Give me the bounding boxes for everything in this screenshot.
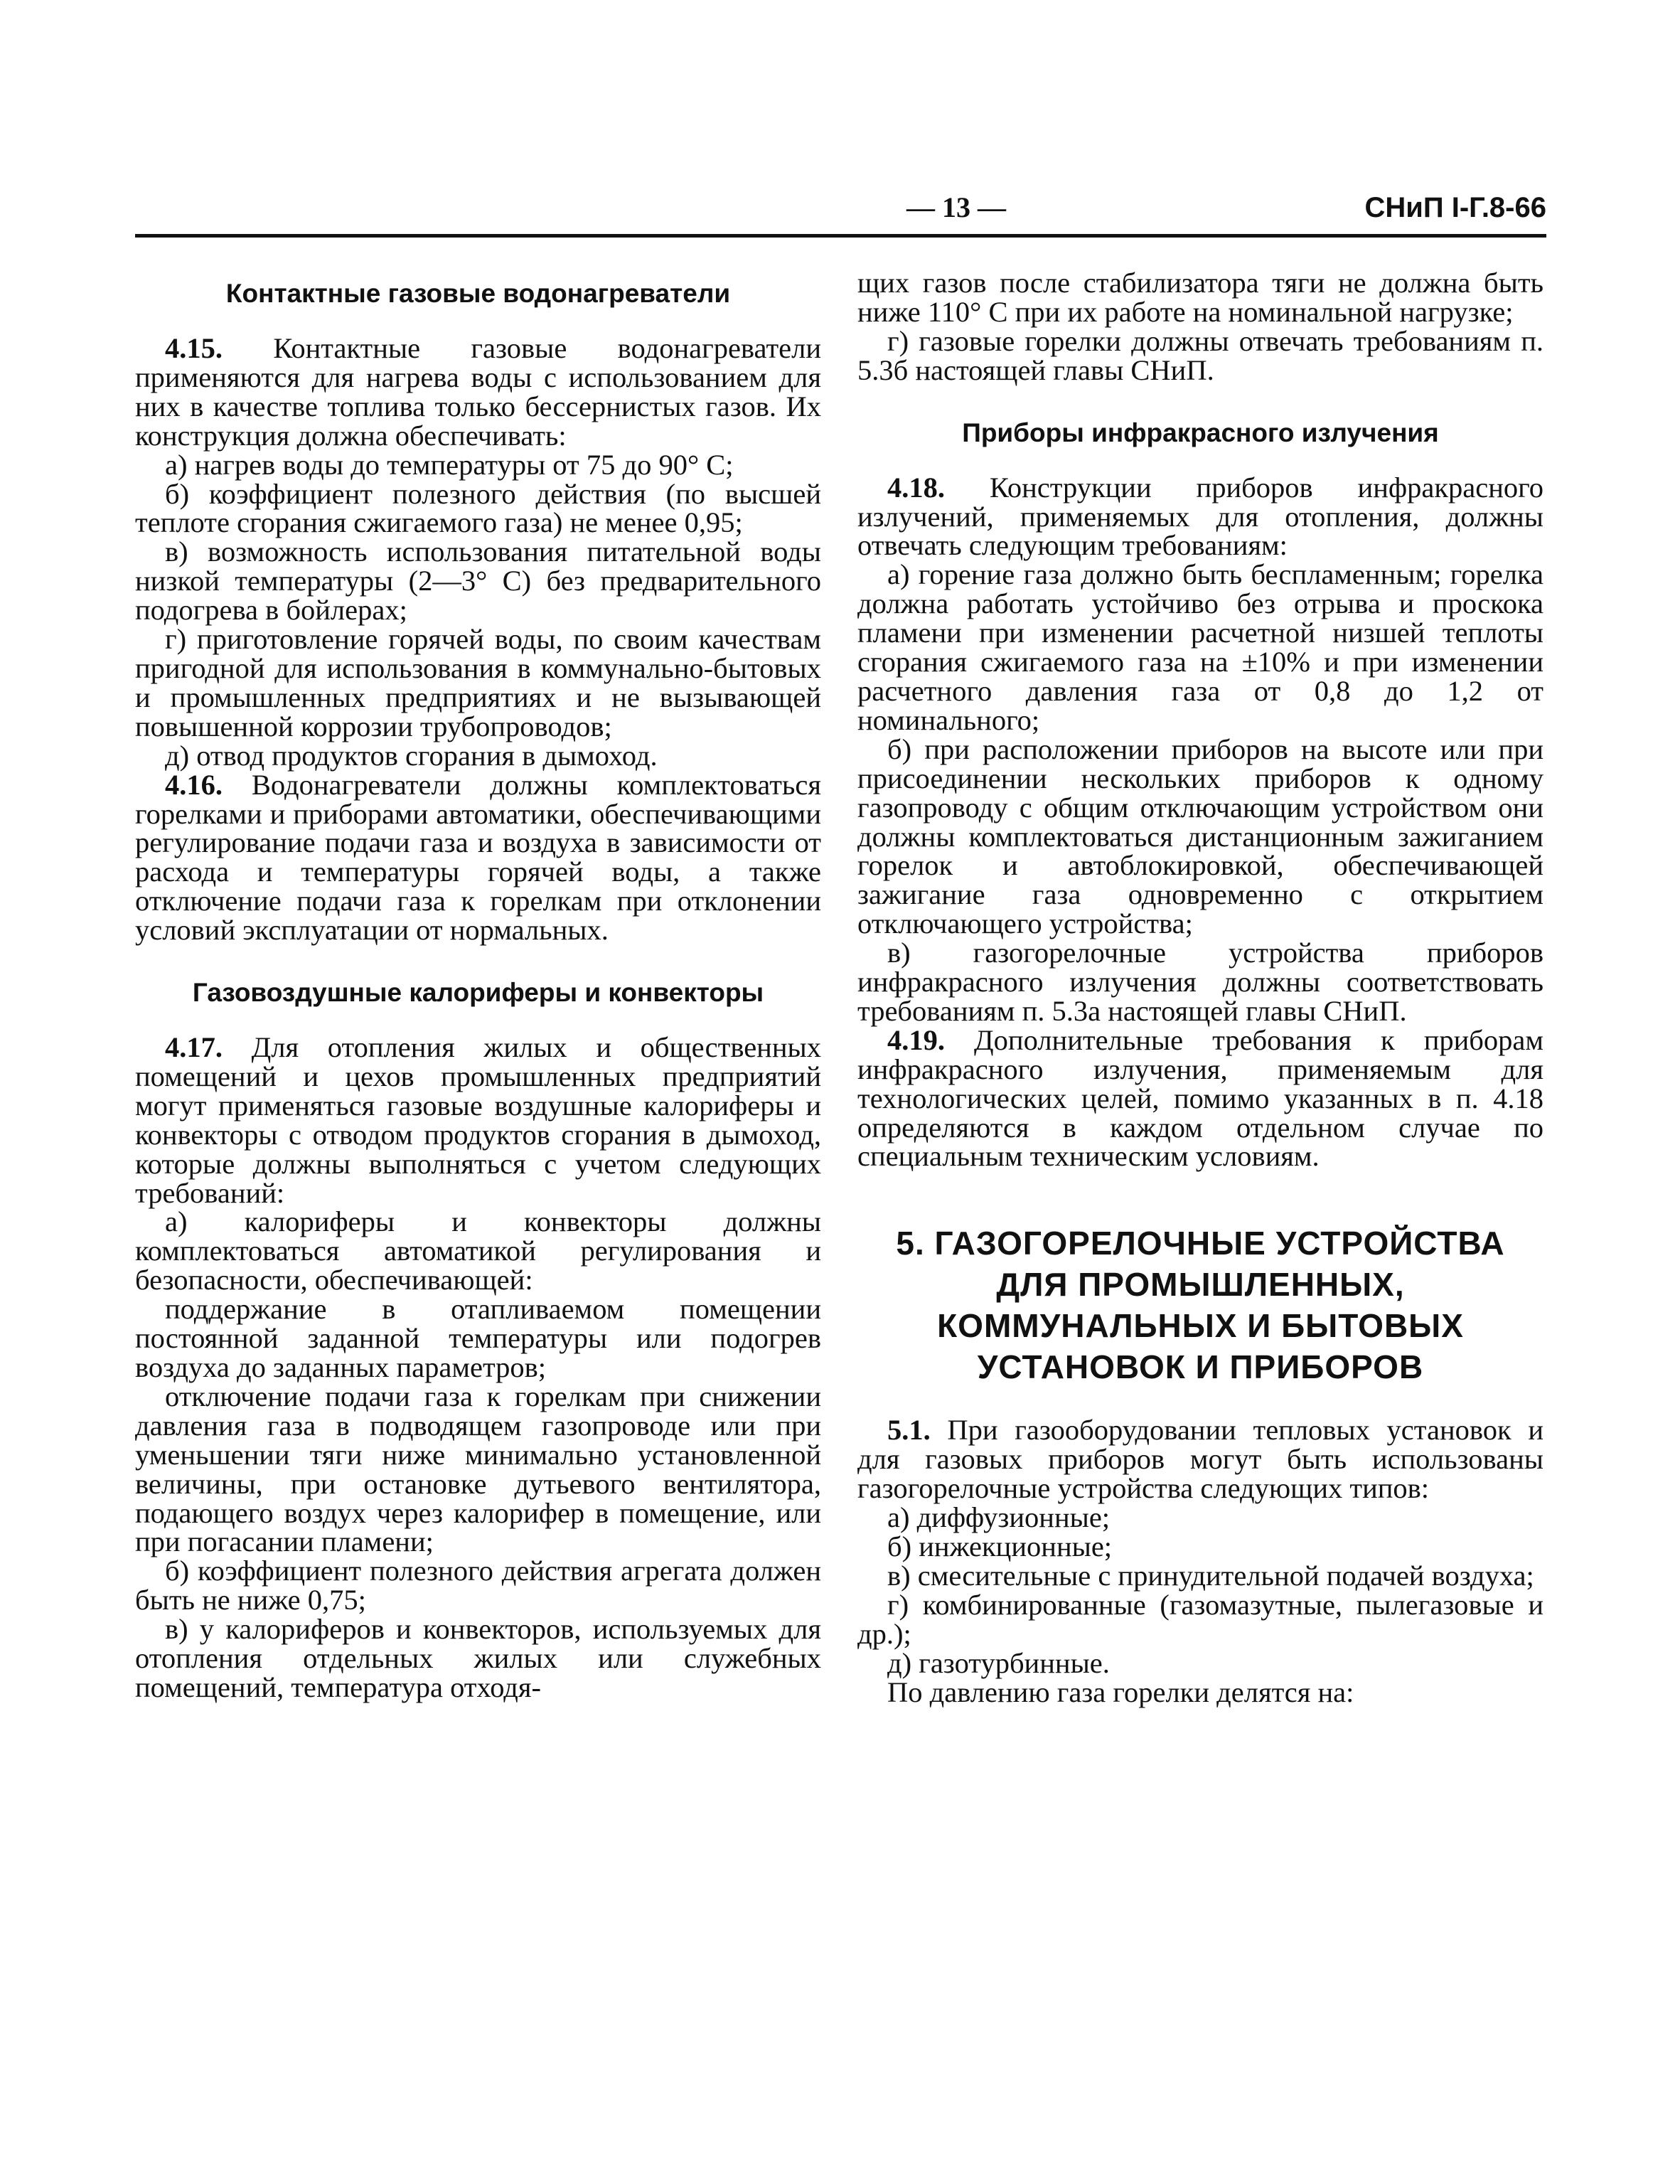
section-heading-air-heaters: Газовоздушные калориферы и конвекторы bbox=[192, 978, 764, 1008]
header-rule bbox=[135, 234, 1546, 238]
paragraph-4-18 bbox=[857, 471, 1543, 562]
list-item-b: б) коэффициент полезного действия (по высшей теплоте сгорания сжигаемого газа) не менее 0,95; bbox=[135, 477, 821, 539]
list-item-g: г) приготовление горячей воды, по своим качествам пригодной для использования в коммунально-бытовых и промышленных предприятиях и не вызывающей повышенной коррозии трубопроводов; bbox=[135, 623, 821, 742]
chapter-title-line: КОММУНАЛЬНЫХ И БЫТОВЫХ bbox=[937, 1307, 1464, 1345]
sub-item-1: поддержание в отапливаемом помещении постоянной заданной температуры или подогрев воздуха до заданных параметров; bbox=[135, 1293, 821, 1383]
list-item-a: а) диффузионные; bbox=[887, 1501, 1111, 1534]
paragraph-text: Дополнительные требования к приборам инфракрасного излучения, применяемым для технологических целей, помимо указанных в п. 4.18 определяются в каждом отдельном случае по специальным техническим условиям. bbox=[857, 1023, 1544, 1173]
paragraph-text: Контактные газовые водонагреватели применяются для нагрева воды с использованием для них в качестве топлива только бессернистых газов. Их конструкция должна обеспечивать: bbox=[135, 332, 822, 452]
chapter-title bbox=[857, 1222, 1543, 1387]
document-code: СНиП I-Г.8-66 bbox=[1364, 192, 1546, 223]
right-column bbox=[857, 269, 1543, 1707]
list-item-b: б) при расположении приборов на высоте или при присоединении нескольких приборов к одному газопроводу с общим отключающим устройством они должны комплектоваться дистанционным зажиганием горелок и автоблокировкой, обеспечивающей зажигание газа одновременно с открытием отключающего устройства; bbox=[857, 733, 1543, 940]
list-item-a: а) горение газа должно быть беспламенным; горелка должна работать устойчиво без отрыва и проскока пламени при изменении расчетной низшей теплоты сгорания сжигаемого газа на ±10% и при изменении расчетного давления газа от 0,8 до 1,2 от номинального; bbox=[857, 558, 1543, 736]
paragraph-number: 5.1. bbox=[887, 1414, 931, 1447]
paragraph-number: 4.19. bbox=[887, 1023, 945, 1056]
page-number: — 13 — bbox=[906, 191, 1006, 223]
section-heading-infrared: Приборы инфракрасного излучения bbox=[962, 417, 1439, 447]
list-item-g: г) комбинированные (газомазутные, пылегазовые и др.); bbox=[857, 1588, 1543, 1650]
section-heading-contact-heaters: Контактные газовые водонагреватели bbox=[225, 279, 731, 308]
left-column bbox=[135, 269, 821, 1703]
list-item-a: а) нагрев воды до температуры от 75 до 90° С; bbox=[165, 448, 734, 481]
paragraph-number: 4.15. bbox=[165, 332, 223, 364]
paragraph-text: Конструкции приборов инфракрасного излучений, применяемых для отопления, должны отвечать следующим требованиям: bbox=[857, 471, 1543, 562]
chapter-title-line: УСТАНОВОК И ПРИБОРОВ bbox=[977, 1348, 1424, 1386]
chapter-title-line: 5. ГАЗОГОРЕЛОЧНЫЕ УСТРОЙСТВА bbox=[896, 1225, 1505, 1262]
list-item-a: а) калориферы и конвекторы должны комплектоваться автоматикой регулирования и безопасности, обеспечивающей: bbox=[135, 1205, 821, 1296]
list-item-b: б) коэффициент полезного действия агрегата должен быть не ниже 0,75; bbox=[135, 1555, 821, 1616]
paragraph-5-1 bbox=[857, 1416, 1543, 1503]
chapter-title-line: ДЛЯ ПРОМЫШЛЕННЫХ, bbox=[996, 1266, 1405, 1304]
sub-item-2: отключение подачи газа к горелкам при снижении давления газа в подводящем газопроводе или при уменьшении тяги ниже минимально установленной величины, при остановке дутьевого вентилятора, подающего воздух через калорифер в помещение, или при погасании пламени; bbox=[135, 1380, 821, 1558]
list-item-v: в) возможность использования питательной воды низкой температуры (2—3° С) без предварительного подогрева в бойлерах; bbox=[135, 536, 821, 627]
list-item-v: в) у калориферов и конвекторов, используемых для отопления отдельных жилых или служебных помещений, температура отходя- bbox=[135, 1613, 821, 1703]
paragraph-number: 4.18. bbox=[887, 471, 945, 504]
list-item-d: д) газотурбинные. bbox=[887, 1646, 1110, 1679]
closing-line: По давлению газа горелки делятся на: bbox=[887, 1676, 1354, 1708]
list-item-v: в) газогорелочные устройства приборов инфракрасного излучения должны соответствовать требованиям п. 5.3а настоящей главы СНиП. bbox=[857, 937, 1543, 1027]
paragraph-text: При газооборудовании тепловых установок и для газовых приборов могут быть использованы газогорелочные устройства следующих типов: bbox=[857, 1414, 1543, 1505]
page-header bbox=[135, 186, 1546, 236]
list-item-v: в) смесительные с принудительной подачей воздуха; bbox=[887, 1559, 1534, 1592]
list-item-g: г) газовые горелки должны отвечать требованиям п. 5.3б настоящей главы СНиП. bbox=[857, 324, 1543, 386]
paragraph-4-15 bbox=[135, 334, 821, 451]
paragraph-number: 4.16. bbox=[165, 768, 223, 801]
list-item-b: б) инжекционные; bbox=[887, 1530, 1113, 1562]
paragraph-4-19 bbox=[857, 1023, 1544, 1173]
paragraph-number: 4.17. bbox=[165, 1031, 223, 1064]
paragraph-text: Водонагреватели должны комплектоваться горелками и приборами автоматики, обеспечивающими регулирование подачи газа и воздуха в зависимости от расхода и температуры горячей воды, а также отключение подачи газа к горелкам при отклонении условий эксплуатации от нормальных. bbox=[135, 768, 822, 947]
paragraph-4-17 bbox=[135, 1033, 821, 1208]
continued-text: щих газов после стабилизатора тяги не должна быть ниже 110° С при их работе на номинальной нагрузке; bbox=[857, 267, 1543, 328]
paragraph-4-16 bbox=[135, 768, 822, 947]
list-item-d: д) отвод продуктов сгорания в дымоход. bbox=[165, 739, 658, 772]
paragraph-text: Для отопления жилых и общественных помещений и цехов промышленных предприятий могут применяться газовые воздушные калориферы и конвекторы с отводом продуктов сгорания в дымоход, которые должны выполняться с учетом следующих требований: bbox=[135, 1031, 821, 1209]
